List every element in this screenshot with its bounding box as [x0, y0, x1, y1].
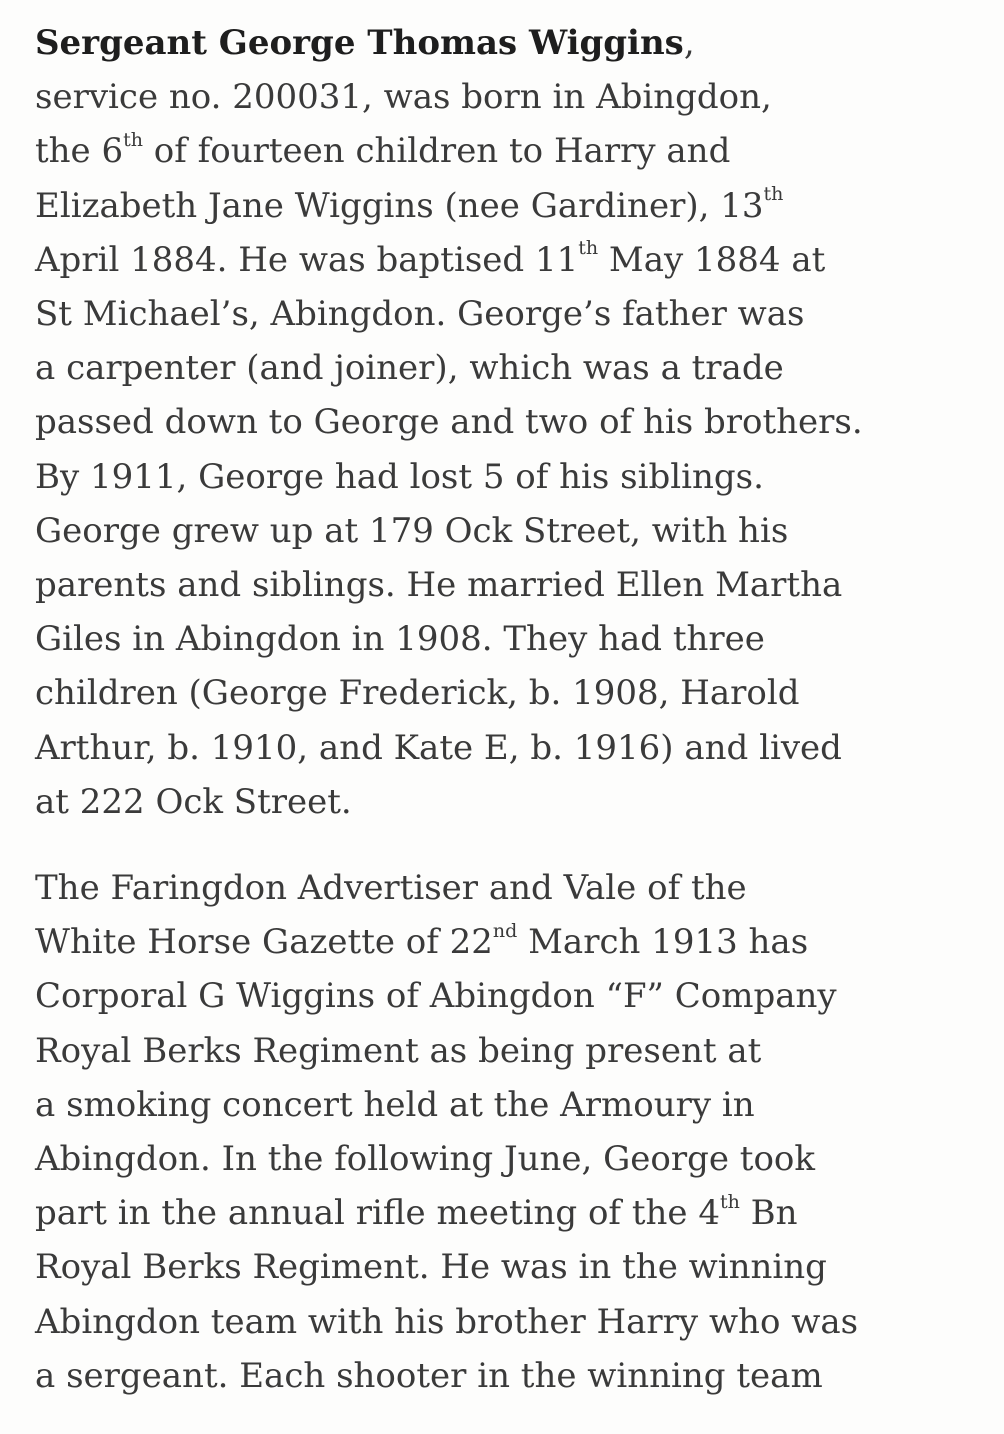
- text-line: [35, 233, 1000, 287]
- paragraph-newspaper-report: [35, 861, 1000, 1403]
- text-line: [35, 450, 1000, 504]
- text-line: [35, 1295, 1000, 1349]
- text-segment: March 1913 has: [517, 922, 809, 963]
- text-line: [35, 179, 1000, 233]
- text-segment: a sergeant. Each shooter in the winning team: [35, 1355, 823, 1396]
- text-line: [35, 1186, 1000, 1240]
- text-segment: part in the annual rifle meeting of the 4: [35, 1193, 720, 1234]
- text-segment: Abingdon team with his brother Harry who was: [35, 1301, 859, 1342]
- text-segment: parents and siblings. He married Ellen Martha: [35, 565, 843, 606]
- text-line: [35, 1132, 1000, 1186]
- text-line: [35, 504, 1000, 558]
- text-line: [35, 721, 1000, 775]
- text-line: [35, 666, 1000, 720]
- subject-name: Sergeant George Thomas Wiggins: [35, 23, 684, 63]
- text-segment: Bn: [739, 1193, 798, 1234]
- ordinal-suffix: th: [578, 237, 599, 260]
- text-line: [35, 969, 1000, 1023]
- ordinal-suffix: th: [763, 183, 784, 206]
- text-segment: at 222 Ock Street.: [35, 781, 352, 822]
- text-line: [35, 861, 1000, 915]
- text-line: [35, 612, 1000, 666]
- text-segment: the 6: [35, 131, 124, 172]
- text-segment: The Faringdon Advertiser and Vale of the: [35, 868, 747, 908]
- text-line: [35, 1024, 1000, 1078]
- text-segment: ,: [683, 23, 695, 63]
- text-line: [35, 124, 1000, 178]
- text-segment: Giles in Abingdon in 1908. They had three: [35, 619, 765, 660]
- text-segment: Royal Berks Regiment. He was in the winning: [35, 1247, 827, 1288]
- text-segment: Abingdon. In the following June, George took: [35, 1139, 816, 1180]
- text-line: [35, 1349, 1000, 1403]
- text-line: [35, 1078, 1000, 1132]
- ordinal-suffix: th: [719, 1190, 740, 1213]
- text-segment: St Michael’s, Abingdon. George’s father was: [35, 294, 805, 335]
- text-segment: George grew up at 179 Ock Street, with his: [35, 510, 789, 551]
- text-segment: service no. 200031, was born in Abingdon,: [35, 77, 772, 118]
- text-segment: Arthur, b. 1910, and Kate E, b. 1916) and lived: [35, 727, 842, 768]
- text-segment: White Horse Gazette of 22: [35, 922, 493, 963]
- text-segment: Elizabeth Jane Wiggins (nee Gardiner), 13: [35, 185, 764, 226]
- ordinal-suffix: th: [123, 129, 143, 152]
- text-segment: a smoking concert held at the Armoury in: [35, 1084, 755, 1125]
- text-line: [35, 16, 1000, 70]
- text-line: [35, 287, 1000, 341]
- text-segment: a carpenter (and joiner), which was a trade: [35, 348, 784, 389]
- text-segment: Royal Berks Regiment as being present at: [35, 1030, 762, 1071]
- text-line: [35, 775, 1000, 829]
- text-segment: April 1884. He was baptised 11: [35, 239, 579, 280]
- text-segment: passed down to George and two of his brothers.: [35, 402, 863, 443]
- text-segment: Corporal G Wiggins of Abingdon “F” Company: [35, 976, 837, 1017]
- text-segment: children (George Frederick, b. 1908, Harold: [35, 673, 800, 714]
- text-segment: of fourteen children to Harry and: [143, 131, 731, 172]
- text-line: [35, 558, 1000, 612]
- text-line: [35, 395, 1000, 449]
- text-line: [35, 1240, 1000, 1294]
- text-line: [35, 915, 1000, 969]
- paragraph-biography: [35, 16, 1000, 829]
- text-line: [35, 341, 1000, 395]
- ordinal-suffix: nd: [492, 919, 518, 942]
- text-segment: By 1911, George had lost 5 of his siblings.: [35, 456, 764, 497]
- text-segment: May 1884 at: [598, 239, 826, 280]
- text-line: [35, 70, 1000, 124]
